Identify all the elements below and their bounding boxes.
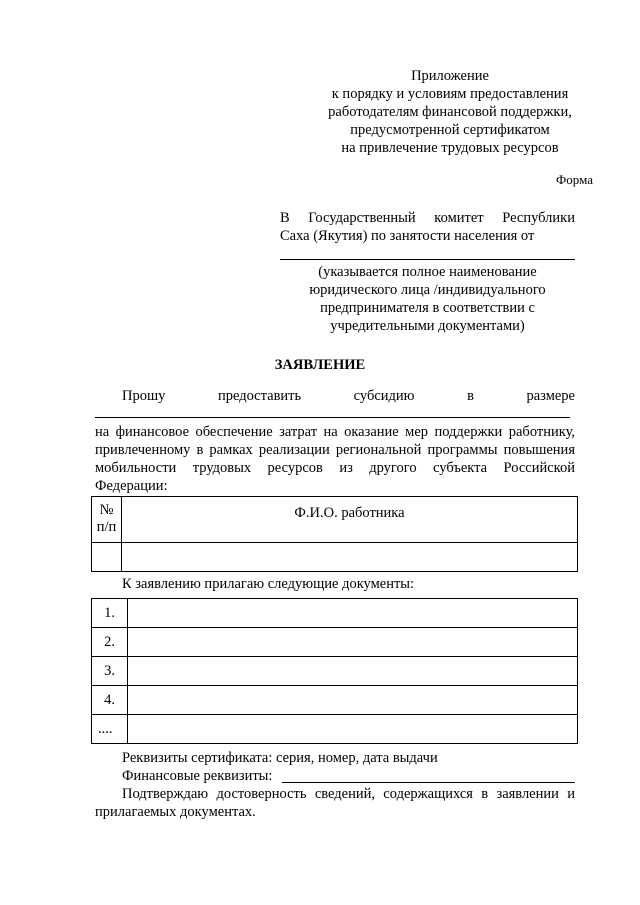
applicant-note: [280, 263, 575, 335]
applicant-note-line: предпринимателя в соответствии с: [320, 300, 535, 316]
appendix-line: Приложение: [411, 68, 489, 84]
request-word: субсидию: [353, 388, 415, 404]
document-cell[interactable]: [128, 628, 578, 657]
document-cell[interactable]: [128, 599, 578, 628]
number-column-header: № п/п: [92, 497, 122, 543]
confirmation-line: Подтверждаю достоверность сведений, содержащихся в заявлении и: [122, 786, 575, 802]
employee-name-column-header: Ф.И.О. работника: [122, 497, 578, 543]
subsidy-amount-field[interactable]: [95, 417, 570, 418]
document-number: 3.: [92, 657, 128, 686]
addressee-line-1: В Государственный комитет Республики: [280, 210, 575, 226]
document-number: 4.: [92, 686, 128, 715]
purpose-line: на финансовое обеспечение затрат на оказание мер поддержки работнику,: [95, 424, 575, 440]
appendix-line: на привлечение трудовых ресурсов: [341, 140, 559, 156]
table-row: [92, 628, 578, 657]
confirmation-paragraph: [95, 785, 575, 821]
financial-details-field[interactable]: [282, 782, 575, 783]
applicant-note-line: (указывается полное наименование: [318, 264, 537, 280]
purpose-line: мобильности трудовых ресурсов из другого субъекта Российской: [95, 460, 575, 476]
documents-intro: К заявлению прилагаю следующие документы:: [122, 576, 415, 592]
applicant-note-line: юридического лица /индивидуального: [309, 282, 546, 298]
table-row: [92, 543, 578, 572]
document-number: 1.: [92, 599, 128, 628]
table-row: [92, 715, 578, 744]
request-line: [122, 388, 575, 405]
applicant-name-field[interactable]: [280, 259, 575, 260]
certificate-details: Реквизиты сертификата: серия, номер, дата выдачи: [122, 750, 438, 766]
employee-table: [91, 496, 578, 572]
documents-table: [91, 598, 578, 744]
table-header-row: [92, 497, 578, 543]
appendix-line: предусмотренной сертификатом: [350, 122, 550, 138]
form-label: Форма: [556, 172, 593, 187]
table-row: [92, 599, 578, 628]
document-cell[interactable]: [128, 715, 578, 744]
number-cell[interactable]: [92, 543, 122, 572]
document-cell[interactable]: [128, 686, 578, 715]
appendix-header: [310, 67, 590, 157]
document-cell[interactable]: [128, 657, 578, 686]
appendix-line: к порядку и условиям предоставления: [331, 86, 569, 102]
document-title: ЗАЯВЛЕНИЕ: [274, 357, 366, 373]
applicant-note-line: учредительными документами): [330, 318, 525, 334]
purpose-paragraph: [95, 423, 575, 495]
document-number: ....: [92, 715, 128, 744]
request-word: Прошу: [122, 388, 166, 404]
table-row: [92, 686, 578, 715]
table-row: [92, 657, 578, 686]
confirmation-line: прилагаемых документах.: [95, 804, 256, 820]
financial-details-label: Финансовые реквизиты:: [122, 768, 273, 784]
appendix-line: работодателям финансовой поддержки,: [328, 104, 572, 120]
request-word: предоставить: [217, 388, 302, 404]
request-word: в: [467, 388, 474, 404]
purpose-line: Федерации:: [95, 478, 168, 494]
document-number: 2.: [92, 628, 128, 657]
request-word: размере: [526, 388, 575, 404]
purpose-line: привлеченному в рамках реализации региональной программы повышения: [95, 442, 575, 458]
employee-name-cell[interactable]: [122, 543, 578, 572]
addressee-line-2: Саха (Якутия) по занятости населения от: [280, 228, 535, 244]
